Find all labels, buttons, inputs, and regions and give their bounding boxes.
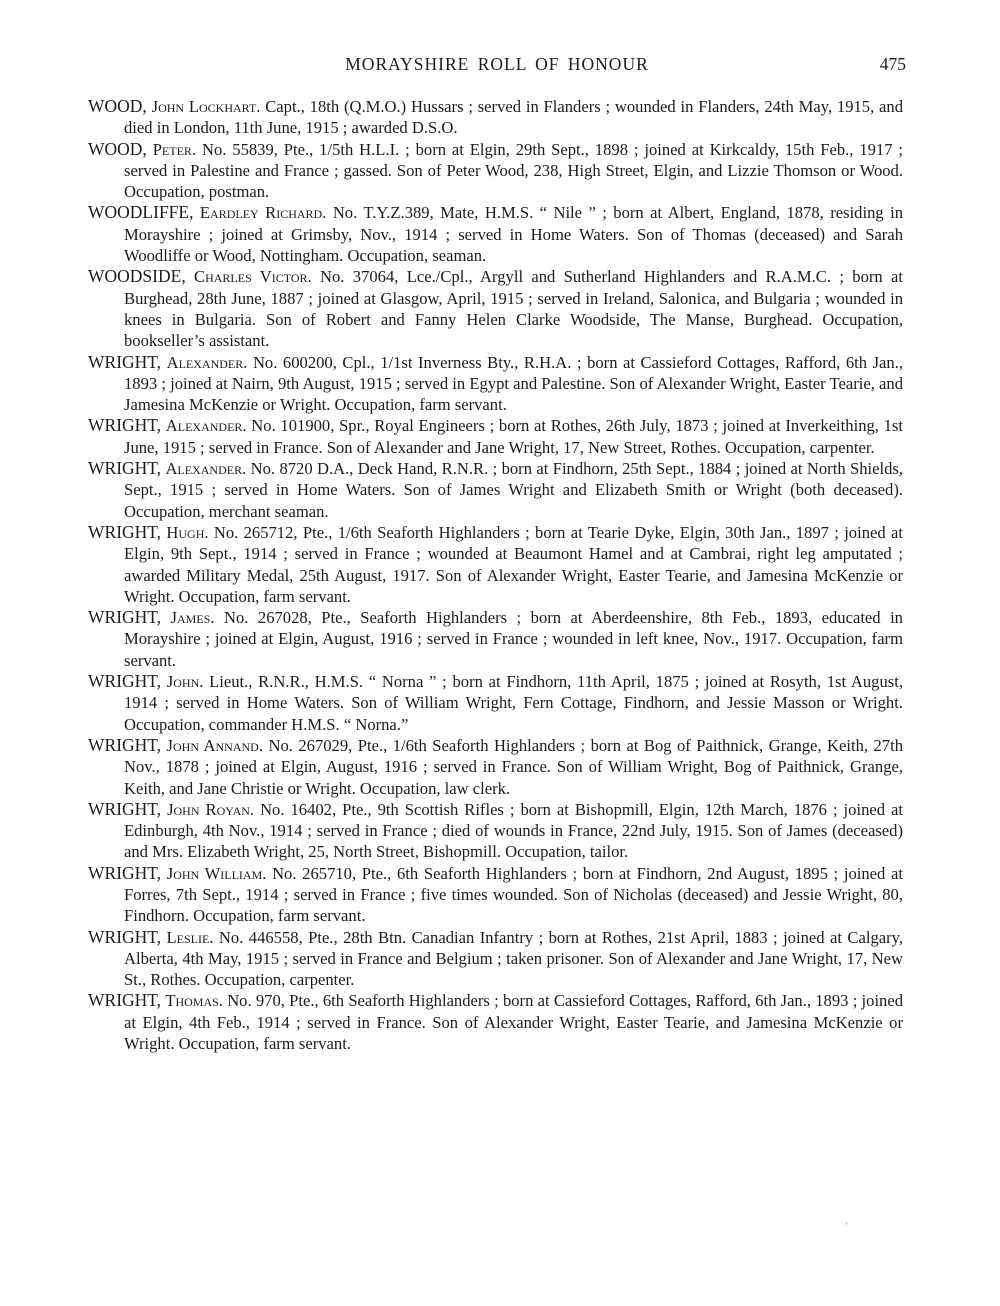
page-number: 475 bbox=[879, 54, 906, 74]
entry-given-names: Charles Victor. bbox=[194, 267, 312, 287]
roll-entry bbox=[88, 522, 903, 607]
entry-text: No. 970, Pte., 6th Seaforth Highlanders ; born at Cassieford Cottages, Rafford, 6th Jan., 1893 ; joined at Elgin, 4th Feb., 1914 ; served in France. Son of Alexander Wright, Easter Tearie, and Jamesina McKenzie or Wright. Occupation, farm servant. bbox=[124, 991, 904, 1054]
entry-text: No. 16402, Pte., 9th Scottish Rifles ; born at Bishopmill, Elgin, 12th March, 1876 ; joined at Edinburgh, 4th Nov., 1914 ; served in France ; died of wounds in France, 22nd July, 1915. Son of James (deceased) and Mrs. Elizabeth Wright, 25, North Street, Bishopmill. Occupation, tailor. bbox=[124, 799, 903, 862]
entry-surname: WRIGHT, bbox=[88, 926, 162, 947]
roll-entry bbox=[88, 458, 903, 522]
roll-entry bbox=[88, 671, 903, 735]
entry-given-names: Peter. bbox=[152, 139, 197, 159]
entry-surname: WRIGHT, bbox=[88, 990, 162, 1011]
entry-surname: WRIGHT, bbox=[88, 521, 162, 542]
roll-entry bbox=[88, 990, 903, 1054]
entry-text: Capt., 18th (Q.M.O.) Hussars ; served in Flanders ; wounded in Flanders, 24th May, 1915, and died in London, 11th June, 1915 ; awarded D.S.O. bbox=[124, 97, 903, 138]
entry-surname: WRIGHT, bbox=[88, 607, 162, 628]
roll-entries bbox=[88, 96, 903, 1054]
ink-speck-mark: ’ bbox=[845, 1221, 848, 1231]
entry-given-names: Leslie. bbox=[166, 927, 214, 947]
entry-text: No. 101900, Spr., Royal Engineers ; born at Rothes, 26th July, 1873 ; joined at Inverkeithing, 1st June, 1915 ; served in France. Son of Alexander and Jane Wright, 17, New Street, Rothes. Occupation, carpenter. bbox=[124, 416, 904, 457]
entry-text: No. 446558, Pte., 28th Btn. Canadian Infantry ; born at Rothes, 21st April, 1883 ; joined at Calgary, Alberta, 4th May, 1915 ; served in France and Belgium ; taken prisoner. Son of Alexander and Jane Wright, 17, New St., Rothes. Occupation, carpenter. bbox=[124, 927, 903, 990]
entry-surname: WRIGHT, bbox=[88, 351, 162, 372]
entry-given-names: John William. bbox=[166, 863, 267, 883]
entry-text: No. 265710, Pte., 6th Seaforth Highlanders ; born at Findhorn, 2nd August, 1895 ; joined at Forres, 7th Sept., 1914 ; served in France ; five times wounded. Son of Nicholas (deceased) and Jessie Wright, 80, Findhorn. Occupation, farm servant. bbox=[124, 863, 903, 926]
roll-entry bbox=[88, 863, 903, 927]
entry-surname: WOODSIDE, bbox=[88, 266, 186, 287]
entry-given-names: Alexander. bbox=[166, 352, 248, 372]
entry-surname: WOOD, bbox=[88, 138, 147, 159]
roll-entry bbox=[88, 415, 903, 458]
roll-entry bbox=[88, 352, 903, 416]
roll-entry bbox=[88, 607, 903, 671]
entry-surname: WRIGHT, bbox=[88, 458, 162, 479]
entry-text: No. 267029, Pte., 1/6th Seaforth Highlanders ; born at Bog of Paithnick, Grange, Keith, 27th Nov., 1878 ; joined at Elgin, August, 1916 ; served in France. Son of William Wright, Bog of Paithnick, Grange, Keith, and Jane Christie or Wright. Occupation, law clerk. bbox=[124, 735, 903, 798]
roll-entry bbox=[88, 266, 903, 351]
entry-given-names: Thomas. bbox=[165, 991, 223, 1011]
roll-entry bbox=[88, 799, 903, 863]
entry-given-names: Alexander. bbox=[165, 416, 247, 436]
entry-given-names: John Lockhart. bbox=[151, 97, 261, 116]
entry-surname: WRIGHT, bbox=[88, 415, 162, 436]
entry-surname: WOOD, bbox=[88, 96, 147, 116]
entry-surname: WRIGHT, bbox=[88, 671, 162, 692]
entry-given-names: James. bbox=[170, 608, 215, 628]
entry-text: No. 267028, Pte., Seaforth Highlanders ; born at Aberdeenshire, 8th Feb., 1893, educated in Morayshire ; joined at Elgin, August, 1916 ; served in France ; wounded in left knee, Nov., 1917. Occupation, farm servant. bbox=[124, 608, 903, 670]
entry-text: No. 37064, Lce./Cpl., Argyll and Sutherland Highlanders and R.A.M.C. ; born at Burghead, 28th June, 1887 ; joined at Glasgow, April, 1915 ; served in Ireland, Salonica, and Bulgaria ; wounded in knees in Bulgaria. Son of Robert and Fanny Helen Clarke Woodside, The Manse, Burghead. Occupation, bookseller’s assistant. bbox=[124, 267, 903, 351]
entry-surname: WOODLIFFE, bbox=[88, 202, 194, 223]
entry-given-names: John Royan. bbox=[167, 799, 255, 819]
roll-entry bbox=[88, 927, 903, 991]
roll-entry bbox=[88, 96, 903, 139]
entry-surname: WRIGHT, bbox=[88, 798, 162, 819]
roll-entry bbox=[88, 735, 903, 799]
entry-given-names: John Annand. bbox=[166, 735, 263, 755]
entry-given-names: Hugh. bbox=[166, 522, 209, 542]
page-header bbox=[88, 54, 906, 80]
entry-given-names: Alexander. bbox=[165, 459, 247, 479]
entry-text: No. T.Y.Z.389, Mate, H.M.S. “ Nile ” ; born at Albert, England, 1878, residing in Morayshire ; joined at Grimsby, Nov., 1914 ; served in Home Waters. Son of Thomas (deceased) and Sarah Woodliffe or Wood, Nottingham. Occupation, seaman. bbox=[124, 203, 904, 266]
roll-entry bbox=[88, 139, 903, 203]
running-head: MORAYSHIRE ROLL OF HONOUR bbox=[345, 54, 649, 74]
entry-text: No. 265712, Pte., 1/6th Seaforth Highlanders ; born at Tearie Dyke, Elgin, 30th Jan., 1897 ; joined at Elgin, 9th Sept., 1914 ; served in France ; wounded at Beaumont Hamel and at Cambrai, right leg amputated ; awarded Military Medal, 25th August, 1917. Son of Alexander Wright, Easter Tearie, and Jamesina McKenzie or Wright. Occupation, farm servant. bbox=[124, 522, 903, 606]
entry-text: No. 600200, Cpl., 1/1st Inverness Bty., R.H.A. ; born at Cassieford Cottages, Rafford, 6th Jan., 1893 ; joined at Nairn, 9th August, 1915 ; served in Egypt and Palestine. Son of Alexander Wright, Easter Tearie, and Jamesina McKenzie or Wright. Occupation, farm servant. bbox=[124, 352, 903, 415]
roll-entry bbox=[88, 202, 903, 266]
entry-text: Lieut., R.N.R., H.M.S. “ Norna ” ; born at Findhorn, 11th April, 1875 ; joined at Rosyth, 1st August, 1914 ; served in Home Waters. Son of William Wright, Fern Cottage, Findhorn, and Jessie Masson or Wright. Occupation, commander H.M.S. “ Norna.” bbox=[124, 672, 903, 734]
entry-surname: WRIGHT, bbox=[88, 862, 162, 883]
entry-given-names: Eardley Richard. bbox=[199, 203, 327, 223]
entry-text: No. 55839, Pte., 1/5th H.L.I. ; born at Elgin, 29th Sept., 1898 ; joined at Kirkcaldy, 15th Feb., 1917 ; served in Palestine and France ; gassed. Son of Peter Wood, 238, High Street, Elgin, and Lizzie Thomson or Wood. Occupation, postman. bbox=[124, 139, 903, 202]
entry-text: No. 8720 D.A., Deck Hand, R.N.R. ; born at Findhorn, 25th Sept., 1884 ; joined at North Shields, Sept., 1915 ; served in Home Waters. Son of James Wright and Elizabeth Smith or Wright (both deceased). Occupation, merchant seaman. bbox=[124, 459, 904, 521]
entry-given-names: John. bbox=[166, 672, 204, 692]
entry-surname: WRIGHT, bbox=[88, 734, 162, 755]
